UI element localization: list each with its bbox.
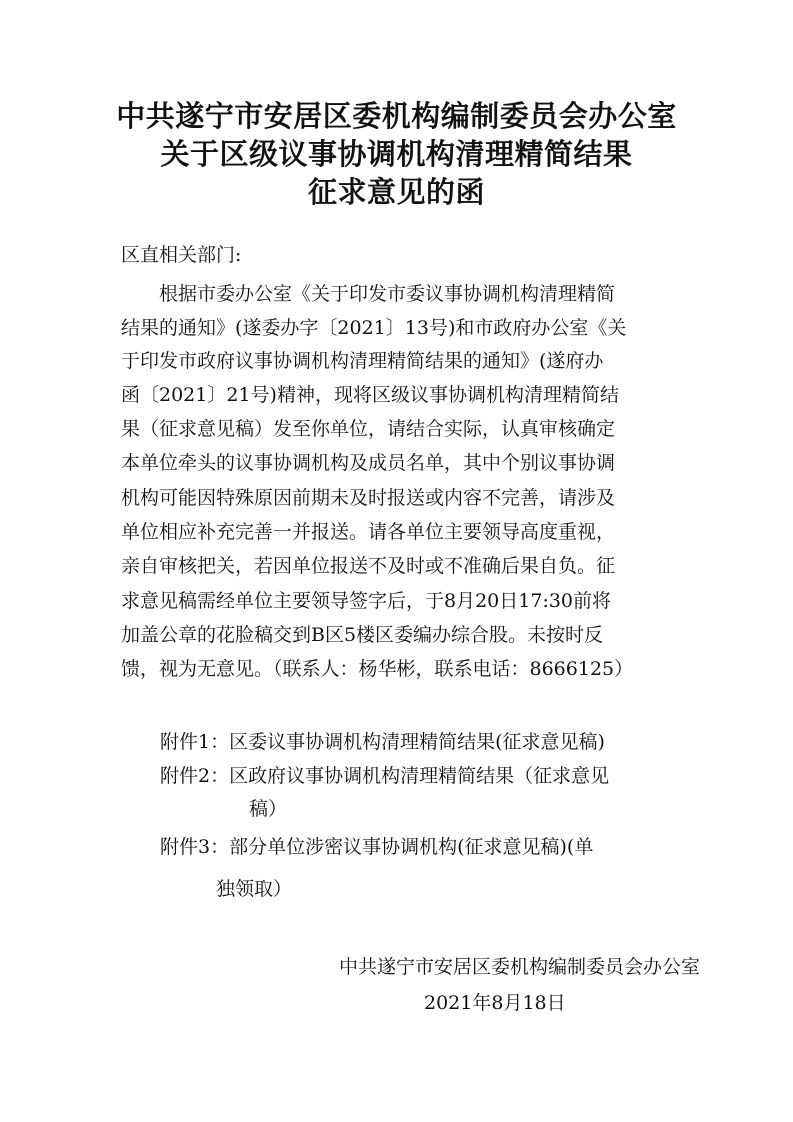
attachment-2-continued: 稿） [249,798,288,820]
body-line: 馈，视为无意见。（联系人：杨华彬，联系电话：8666125） [121,658,634,680]
attachment-3-continued: 独领取） [216,878,293,900]
body-line: 根据市委办公室《关于印发市委议事协调机构清理精简 [159,283,616,305]
signature-organization: 中共遂宁市安居区委机构编制委员会办公室 [339,956,701,978]
signature-date: 2021年8月18日 [424,992,566,1014]
body-line: 本单位牵头的议事协调机构及成员名单，其中个别议事协调 [121,452,616,474]
body-line: 机构可能因特殊原因前期未及时报送或内容不完善，请涉及 [121,487,616,509]
body-line: 于印发市政府议事协调机构清理精简结果的通知》(遂府办 [121,350,604,372]
attachment-3: 附件3：部分单位涉密议事协调机构(征求意见稿)(单 [160,836,594,858]
document-title-line-2: 关于区级议事协调机构清理精简结果 [160,137,633,171]
body-line: 亲自审核把关，若因单位报送不及时或不准确后果自负。征 [121,555,616,577]
body-line: 结果的通知》(遂委办字〔2021〕13号)和市政府办公室《关 [121,317,627,339]
salutation: 区直相关部门: [121,244,242,266]
body-line: 求意见稿需经单位主要领导签字后，于8月20日17:30前将 [121,590,612,612]
body-line: 函〔2021〕21号)精神，现将区级议事协调机构清理精简结 [121,384,619,406]
document-title-line-1: 中共遂宁市安居区委机构编制委员会办公室 [116,99,677,133]
attachment-1: 附件1：区委议事协调机构清理精简结果(征求意见稿) [160,731,605,753]
document-title-line-3: 征求意见的函 [307,175,485,209]
body-line: 果（征求意见稿）发至你单位，请结合实际，认真审核确定 [121,418,616,440]
body-line: 单位相应补充完善一并报送。请各单位主要领导高度重视， [121,521,616,543]
body-line: 加盖公章的花脸稿交到B区5楼区委编办综合股。未按时反 [121,624,604,646]
attachment-2: 附件2：区政府议事协调机构清理精简结果（征求意见 [160,765,610,787]
